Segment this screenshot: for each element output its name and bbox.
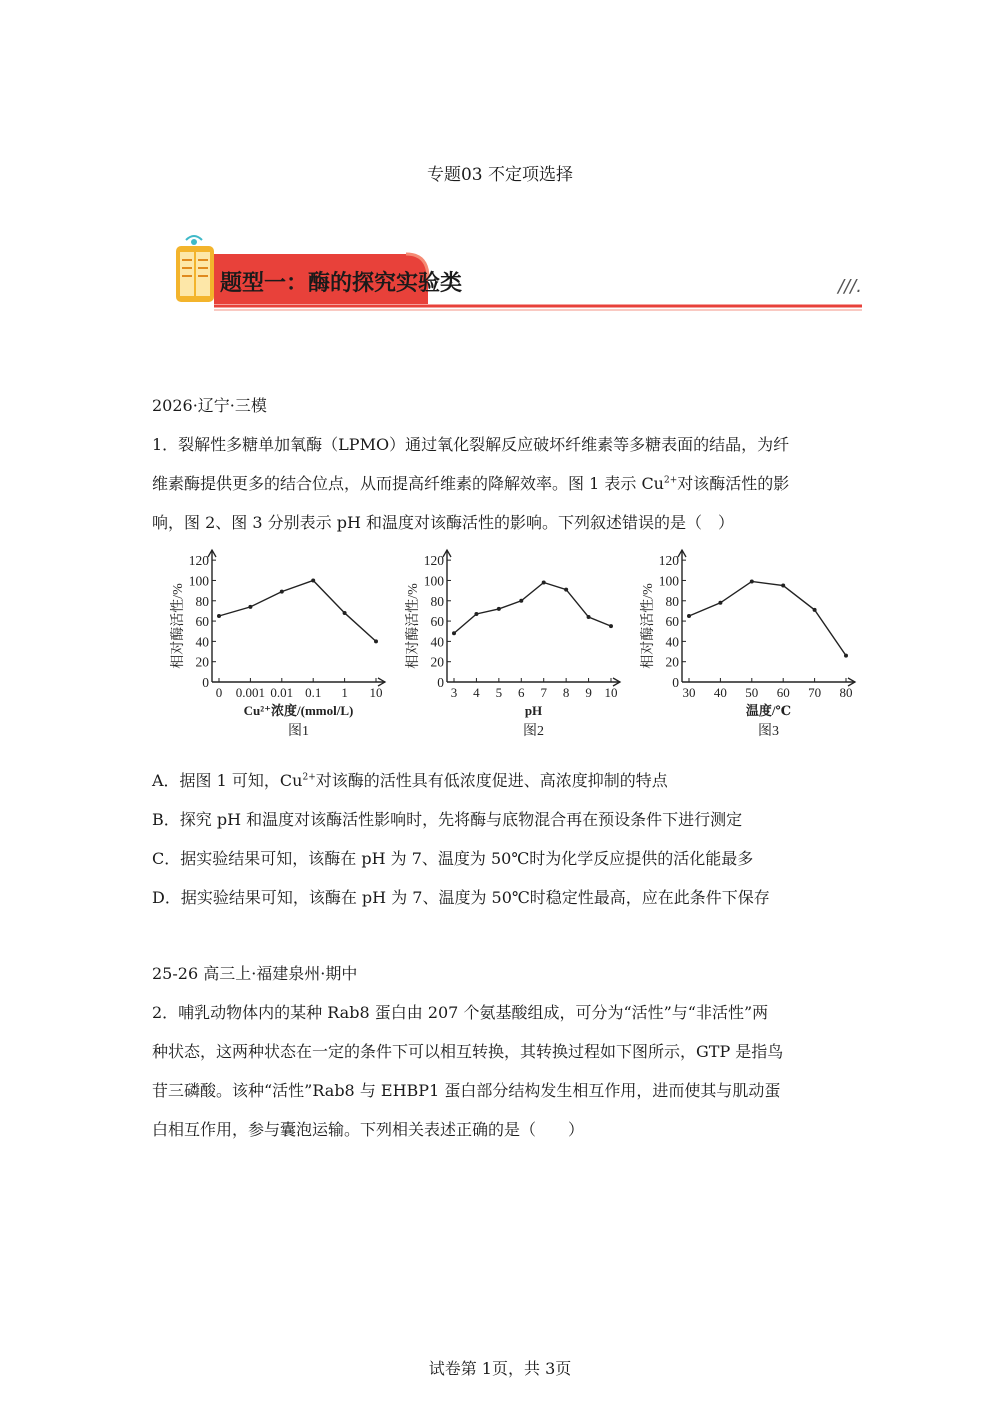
x-axis-label: 温度/℃ xyxy=(745,703,792,718)
data-point xyxy=(587,615,591,619)
y-tick-label: 60 xyxy=(665,614,679,630)
y-tick-label: 0 xyxy=(672,675,679,690)
book-icon xyxy=(176,236,214,302)
option-a: A．据图 1 可知，$Cu^{2+}$对该酶的活性具有低浓度促进、高浓度抑制的特点 xyxy=(152,771,668,790)
x-tick-label: 70 xyxy=(808,685,822,700)
data-point xyxy=(217,614,221,618)
data-point xyxy=(718,601,722,605)
data-point xyxy=(844,654,848,658)
x-tick-label: 6 xyxy=(518,685,525,700)
option-c: C．据实验结果可知，该酶在 pH 为 7、温度为 50℃时为化学反应提供的活化能最多 xyxy=(152,849,754,868)
q1-stem-line: 维素酶提供更多的结合位点，从而提高纤维素的降解效率。图 1 表示 $Cu^{2+}$对该酶活性的影 xyxy=(152,474,790,493)
figure-caption: 图1 xyxy=(288,724,309,739)
series-line xyxy=(219,580,376,641)
q2-source: 25-26 高三上·福建泉州·期中 xyxy=(152,964,358,983)
data-point xyxy=(519,599,523,603)
x-tick-label: 1 xyxy=(341,685,348,700)
series-line xyxy=(689,581,846,655)
data-point xyxy=(813,608,817,612)
x-tick-label: 10 xyxy=(369,685,383,700)
y-tick-label: 80 xyxy=(195,593,209,609)
section-banner xyxy=(170,232,862,312)
x-tick-label: 40 xyxy=(713,685,727,700)
y-tick-label: 100 xyxy=(658,573,679,589)
x-tick-label: 0.01 xyxy=(270,685,294,700)
x-tick-label: 10 xyxy=(604,685,618,700)
x-tick-label: 5 xyxy=(495,685,503,700)
data-point xyxy=(781,584,785,588)
y-tick-label: 20 xyxy=(195,654,209,670)
y-tick-label: 0 xyxy=(437,675,444,690)
ion-charge: 2+ xyxy=(664,475,678,486)
y-axis-label: 相对酶活性/% xyxy=(641,583,656,669)
y-tick-label: 100 xyxy=(423,573,444,589)
data-point xyxy=(542,580,546,584)
figure-caption: 图3 xyxy=(758,724,779,739)
y-tick-label: 120 xyxy=(188,553,209,569)
figure-3-chart xyxy=(630,548,860,743)
x-tick-label: 4 xyxy=(473,685,480,700)
q2-stem-line: 种状态，这两种状态在一定的条件下可以相互转换，其转换过程如下图所示，GTP 是指鸟 xyxy=(152,1042,784,1061)
y-tick-label: 40 xyxy=(195,634,209,650)
x-tick-label: 8 xyxy=(562,685,570,700)
data-point xyxy=(452,631,456,635)
figure-2-chart xyxy=(395,548,625,743)
data-point xyxy=(687,614,691,618)
x-tick-label: 9 xyxy=(585,685,592,700)
q1-stem-line: 响，图 2、图 3 分别表示 pH 和温度对该酶活性的影响。下列叙述错误的是（ ） xyxy=(152,513,734,532)
page-footer: 试卷第 1页，共 3页 xyxy=(428,1359,572,1378)
document-title: 专题03 不定项选择 xyxy=(426,165,574,185)
y-tick-label: 40 xyxy=(430,634,444,650)
y-tick-label: 0 xyxy=(202,675,209,690)
option-b: B．探究 pH 和温度对该酶活性影响时，先将酶与底物混合再在预设条件下进行测定 xyxy=(152,810,743,829)
data-point xyxy=(750,579,754,583)
x-tick-label: 0.001 xyxy=(235,685,266,700)
y-axis-label: 相对酶活性/% xyxy=(171,583,186,669)
x-tick-label: 60 xyxy=(776,685,790,700)
y-tick-label: 20 xyxy=(665,654,679,670)
figure-caption: 图2 xyxy=(523,724,544,739)
option-d: D．据实验结果可知，该酶在 pH 为 7、温度为 50℃时稳定性最高，应在此条件下保存 xyxy=(152,888,770,907)
data-point xyxy=(374,639,378,643)
y-tick-label: 80 xyxy=(430,593,444,609)
x-axis-label: Cu²⁺浓度/(mmol/L) xyxy=(243,703,354,718)
figure-1-chart xyxy=(160,548,390,743)
data-point xyxy=(248,605,252,609)
y-tick-label: 20 xyxy=(430,654,444,670)
x-axis-label: pH xyxy=(524,703,543,718)
q1-stem-line: 1．裂解性多糖单加氧酶（LPMO）通过氧化裂解反应破坏纤维素等多糖表面的结晶，为纤 xyxy=(152,435,790,454)
y-tick-label: 100 xyxy=(188,573,209,589)
y-tick-label: 60 xyxy=(195,614,209,630)
x-tick-label: 0 xyxy=(215,685,223,700)
y-tick-label: 120 xyxy=(423,553,444,569)
q2-stem-line: 2．哺乳动物体内的某种 Rab8 蛋白由 207 个氨基酸组成，可分为“活性”与“非活性”两 xyxy=(152,1003,769,1022)
q1-source: 2026·辽宁·三模 xyxy=(152,396,267,415)
y-tick-label: 80 xyxy=(665,593,679,609)
x-tick-label: 50 xyxy=(745,685,759,700)
x-tick-label: 3 xyxy=(450,685,458,700)
series-line xyxy=(454,582,611,633)
y-tick-label: 60 xyxy=(430,614,444,630)
data-point xyxy=(497,607,501,611)
data-point xyxy=(564,588,568,592)
x-tick-label: 30 xyxy=(682,685,696,700)
banner-deco: ///. xyxy=(838,276,862,297)
data-point xyxy=(474,612,478,616)
banner-label: 题型一：酶的探究实验类 xyxy=(220,271,463,296)
x-tick-label: 0.1 xyxy=(305,685,322,700)
y-tick-label: 40 xyxy=(665,634,679,650)
data-point xyxy=(280,590,284,594)
data-point xyxy=(343,611,347,615)
y-tick-label: 120 xyxy=(658,553,679,569)
data-point xyxy=(609,624,613,628)
x-tick-label: 80 xyxy=(839,685,853,700)
data-point xyxy=(311,578,315,582)
q2-stem-line: 白相互作用，参与囊泡运输。下列相关表述正确的是（ ） xyxy=(152,1120,585,1139)
x-tick-label: 7 xyxy=(540,685,547,700)
y-axis-label: 相对酶活性/% xyxy=(406,583,421,669)
q2-stem-line: 苷三磷酸。该种“活性”Rab8 与 EHBP1 蛋白部分结构发生相互作用，进而使其与肌动蛋 xyxy=(152,1081,781,1100)
